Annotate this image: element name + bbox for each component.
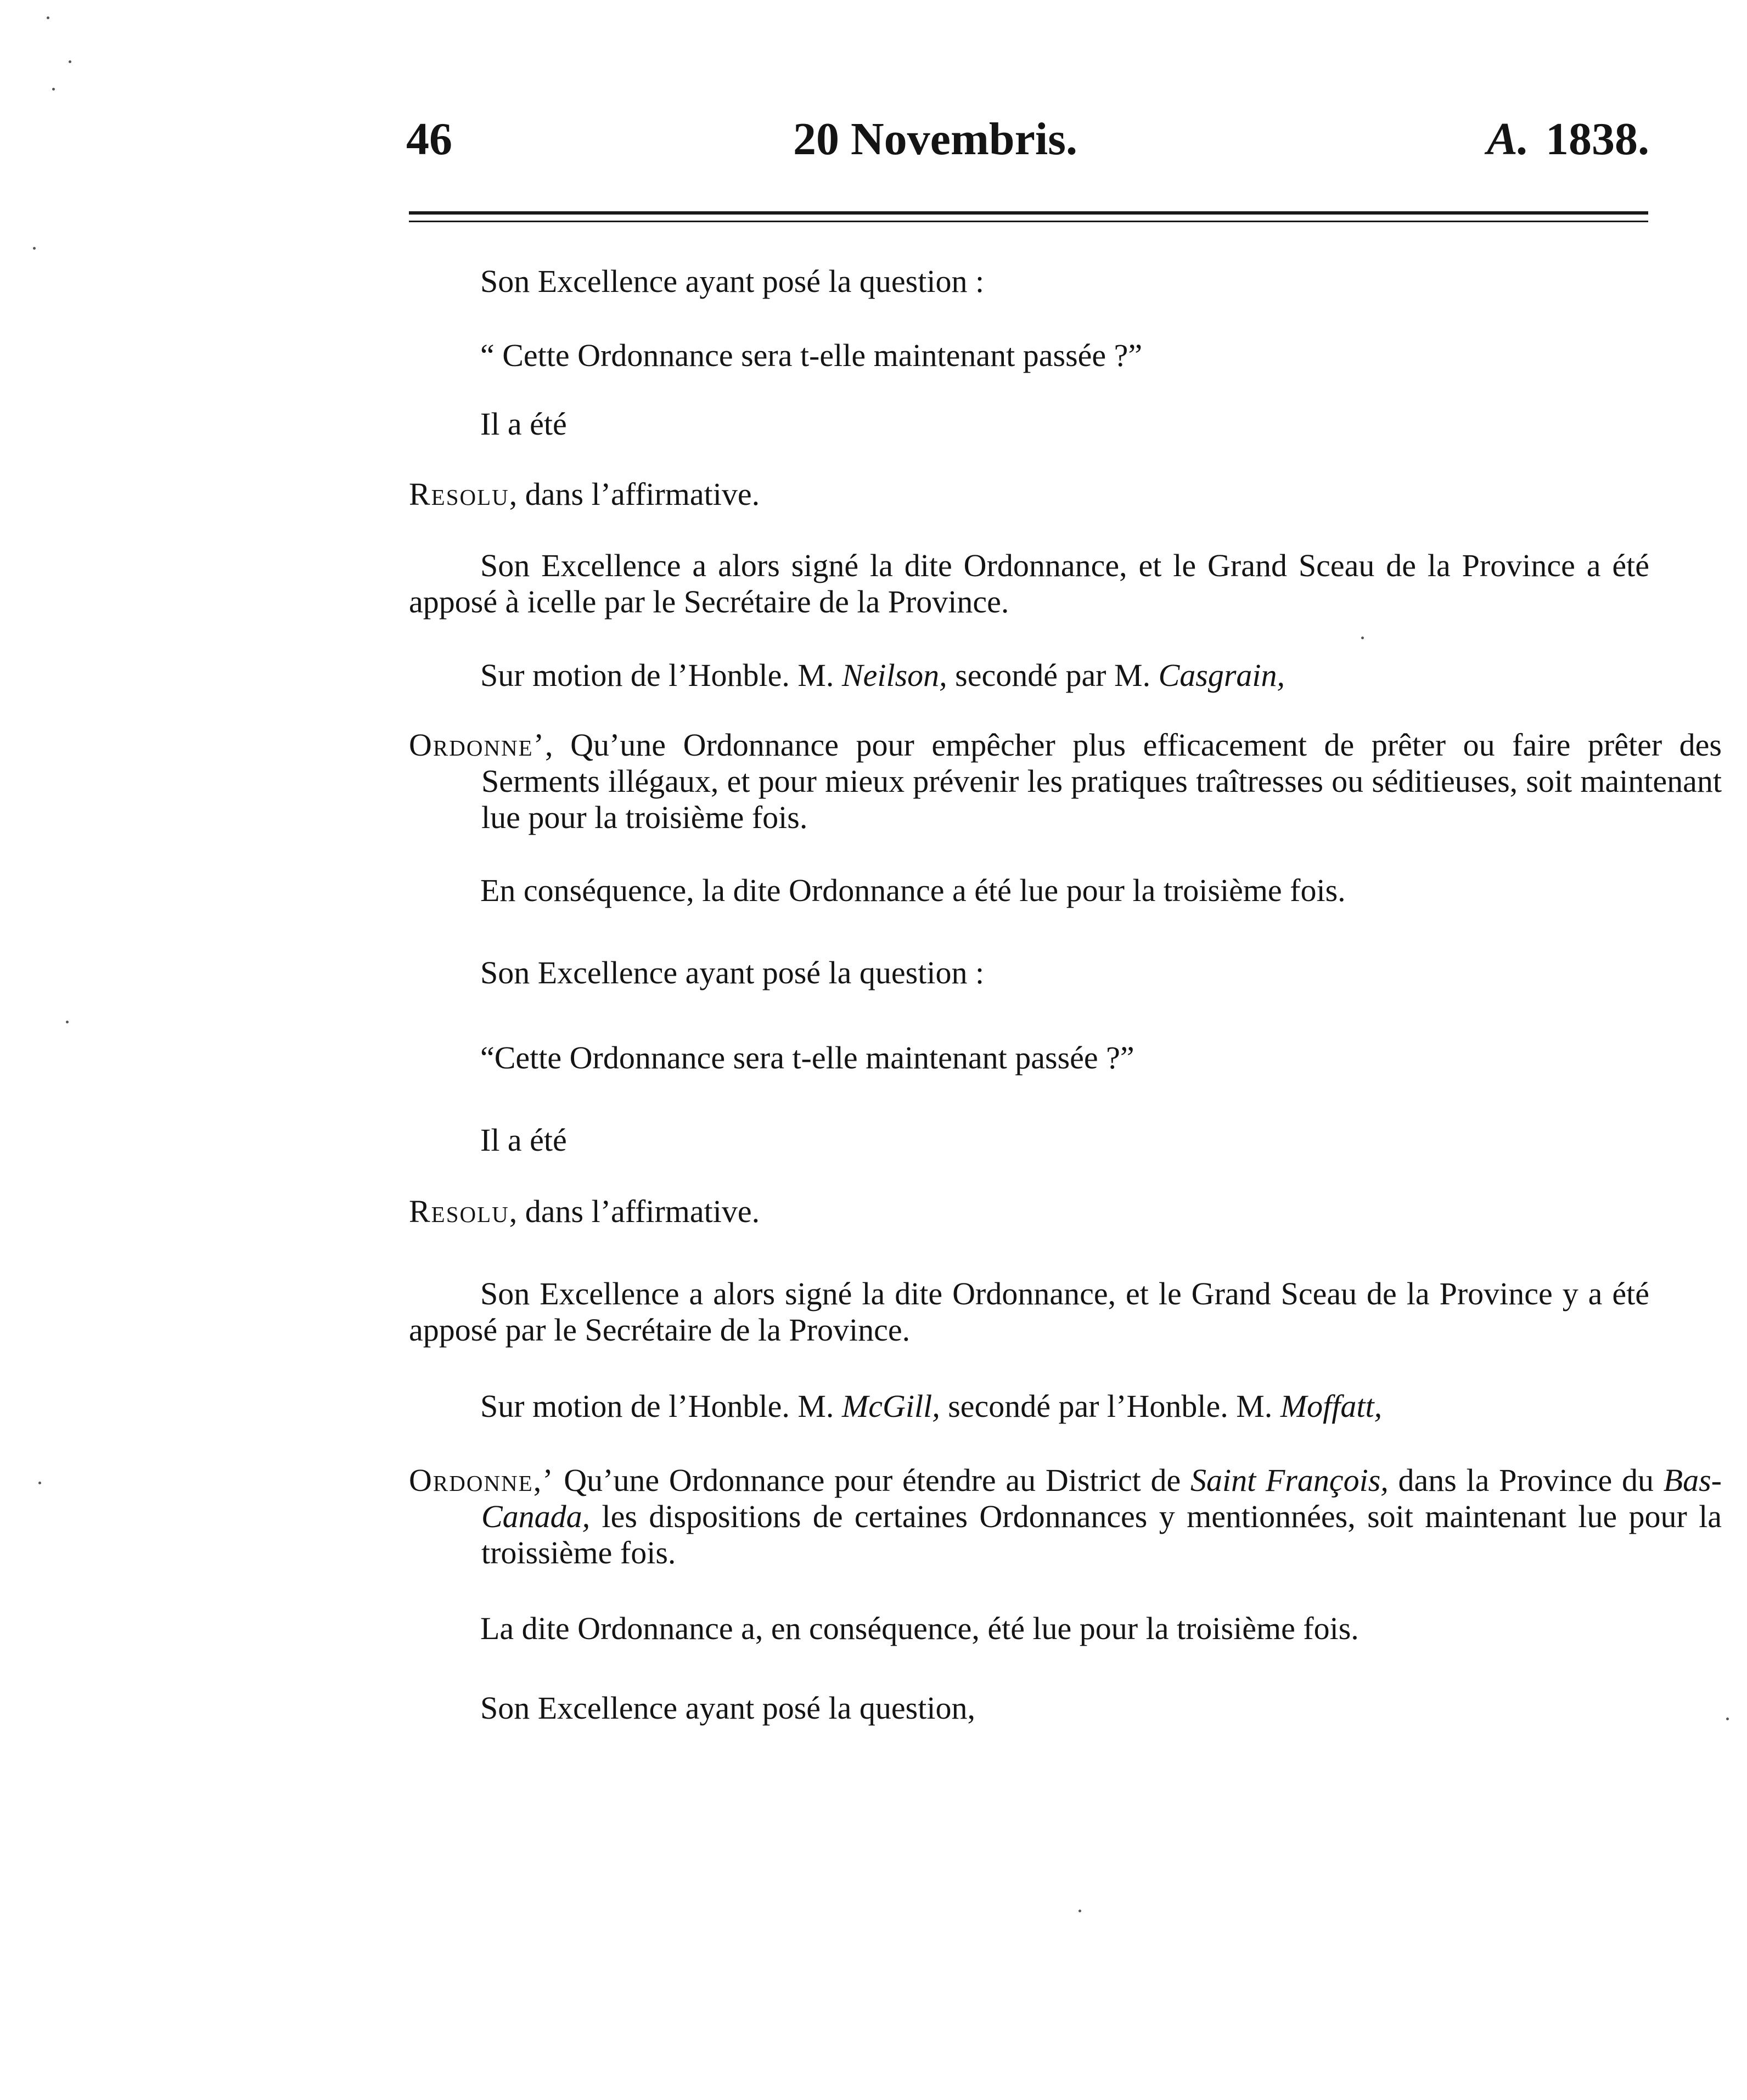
motion-name-2: Casgrain, [1158,657,1285,693]
resolu-label-2: Resolu [409,1193,509,1229]
paragraph-4-text: , dans l’affirmative. [509,476,760,512]
scan-speck [66,1021,69,1023]
paragraph-12 [409,1193,760,1230]
year-value: 1838. [1546,114,1649,165]
ordonne-label-2: Ordonne,’ [409,1462,554,1498]
ordonne-label: Ordonne’ [409,727,546,763]
scan-speck [69,60,71,63]
header-year [1487,112,1649,166]
motion-2-text-a: Sur motion de l’Honble. M. [480,1388,842,1424]
paragraph-13: Son Excellence a alors signé la dite Ordonnance, et le Grand Sceau de la Province y a été apposé par le Secrétaire de la Province. [409,1276,1649,1348]
paragraph-7-text: , Qu’une Ordonnance pour empêcher plus efficacement de prêter ou faire prêter des Serments illégaux, et pour mieux prévenir les pratiques traîtresses ou séditieuses, soit maintenant lue pour la troisième fois. [481,727,1722,835]
scan-speck [1361,637,1364,639]
paragraph-1: Son Excellence ayant posé la question : [480,263,985,299]
paragraph-6 [480,657,1285,694]
page-header [406,112,1649,173]
motion-2-text-b: secondé par l’Honble. M. [940,1388,1280,1424]
scan-speck [38,1482,41,1484]
place-saint-francois: Saint François, [1190,1462,1389,1498]
paragraph-3: Il a été [480,406,567,442]
paragraph-15-text-c: les dispositions de certaines Ordonnances y mentionnées, soit maintenant lue pour la troissième fois. [481,1499,1722,1570]
paragraph-17: Son Excellence ayant posé la question, [480,1690,975,1726]
scan-speck [47,16,49,19]
scan-speck [1078,1910,1081,1912]
header-date: 20 Novembris. [793,114,1077,165]
paragraph-12-text: , dans l’affirmative. [509,1193,760,1229]
motion-2-name-2: Moffatt, [1280,1388,1383,1424]
motion-name-1: Neilson, [841,657,947,693]
motion-2-name-1: McGill, [841,1388,940,1424]
paragraph-2: “ Cette Ordonnance sera t-elle maintenant passée ?” [480,337,1143,373]
scan-speck [52,88,55,91]
paragraph-15-text-b: dans la Province du [1388,1462,1664,1498]
paragraph-5: Son Excellence a alors signé la dite Ordonnance, et le Grand Sceau de la Province a été apposé à icelle par le Secrétaire de la Province. [409,548,1649,620]
resolu-label: Resolu [409,476,509,512]
year-prefix: A. [1486,114,1529,165]
header-rule-thick [409,211,1648,215]
page-number: 46 [406,114,452,165]
paragraph-8: En conséquence, la dite Ordonnance a été lue pour la troisième fois. [480,872,1346,908]
paragraph-10: “Cette Ordonnance sera t-elle maintenant passée ?” [480,1040,1134,1076]
paragraph-14 [480,1388,1382,1425]
scan-speck [1726,1718,1729,1720]
paragraph-15 [409,1462,1722,1571]
motion-text-b: secondé par M. [947,657,1159,693]
paragraph-15-text-a: Qu’une Ordonnance pour étendre au District de [554,1462,1190,1498]
scan-speck [33,247,36,250]
place-bas-canada: Bas-Canada, [481,1462,1722,1534]
paragraph-9: Son Excellence ayant posé la question : [480,955,985,990]
paragraph-7 [409,727,1722,836]
header-rule-thin [409,221,1648,222]
motion-text-a: Sur motion de l’Honble. M. [480,657,842,693]
paragraph-4 [409,476,760,513]
paragraph-11: Il a été [480,1122,567,1158]
paragraph-16: La dite Ordonnance a, en conséquence, été lue pour la troisième fois. [480,1611,1359,1646]
